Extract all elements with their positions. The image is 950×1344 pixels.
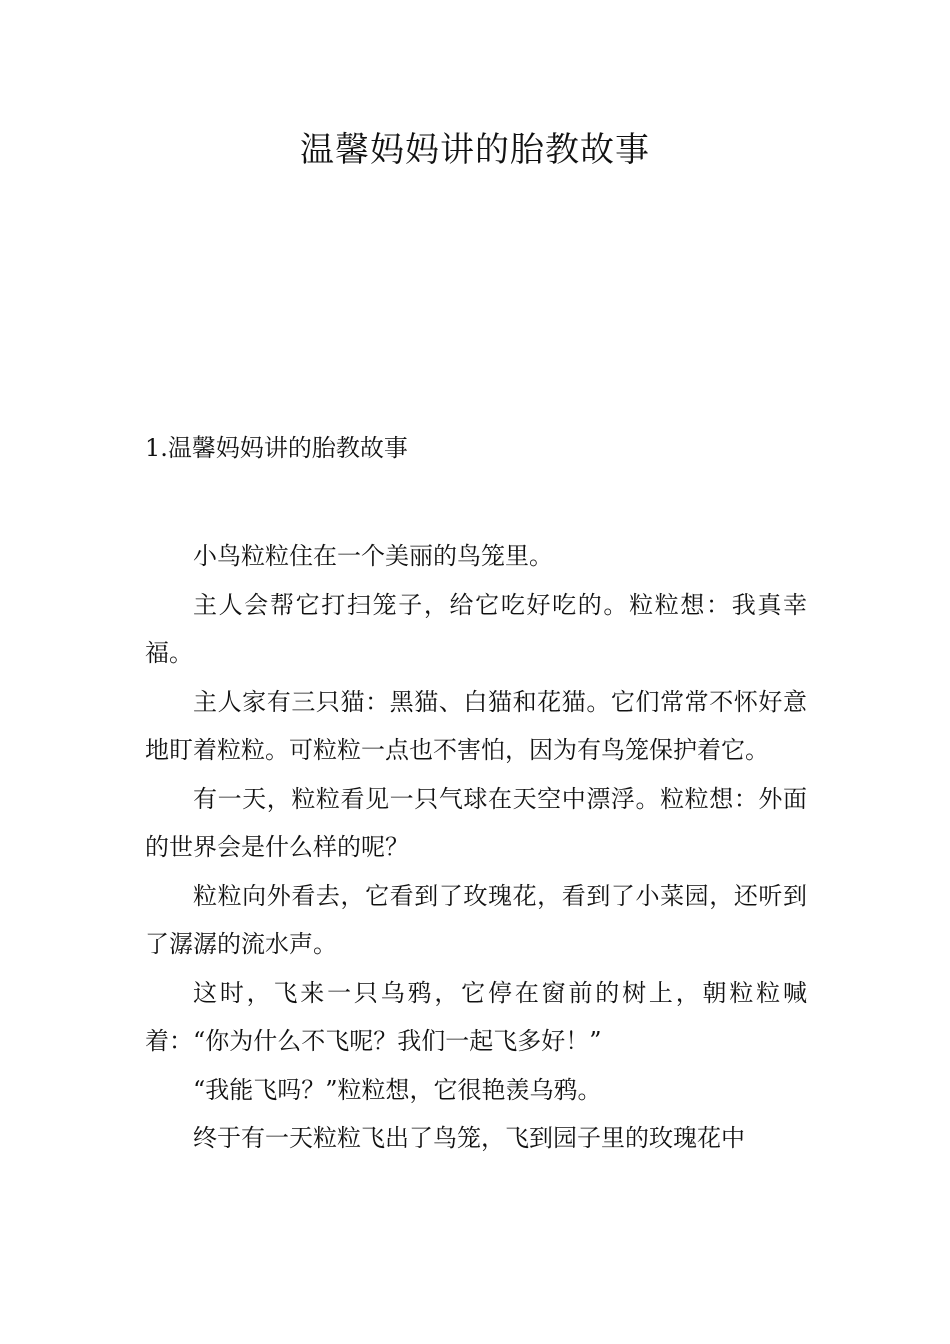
story-body [145,532,807,1163]
paragraph: 主人会帮它打扫笼子，给它吃好吃的。粒粒想：我真幸福。 [145,590,807,667]
document-title: 温馨妈妈讲的胎教故事 [300,130,650,170]
paragraph: 终于有一天粒粒飞出了鸟笼，飞到园子里的玫瑰花中 [193,1124,745,1152]
paragraph: “我能飞吗？”粒粒想，它很艳羡乌鸦。 [193,1075,602,1104]
section-heading: 1.温馨妈妈讲的胎教故事 [145,434,408,462]
paragraph: 小鸟粒粒住在一个美丽的鸟笼里。 [193,542,553,570]
paragraph: 粒粒向外看去，它看到了玫瑰花，看到了小菜园，还听到了潺潺的流水声。 [145,881,807,958]
paragraph: 这时，飞来一只乌鸦，它停在窗前的树上，朝粒粒喊着：“你为什么不飞呢？我们一起飞多好！” [145,978,807,1055]
paragraph: 主人家有三只猫：黑猫、白猫和花猫。它们常常不怀好意地盯着粒粒。可粒粒一点也不害怕，因为有鸟笼保护着它。 [145,687,807,764]
paragraph: 有一天，粒粒看见一只气球在天空中漂浮。粒粒想：外面的世界会是什么样的呢？ [145,784,807,861]
